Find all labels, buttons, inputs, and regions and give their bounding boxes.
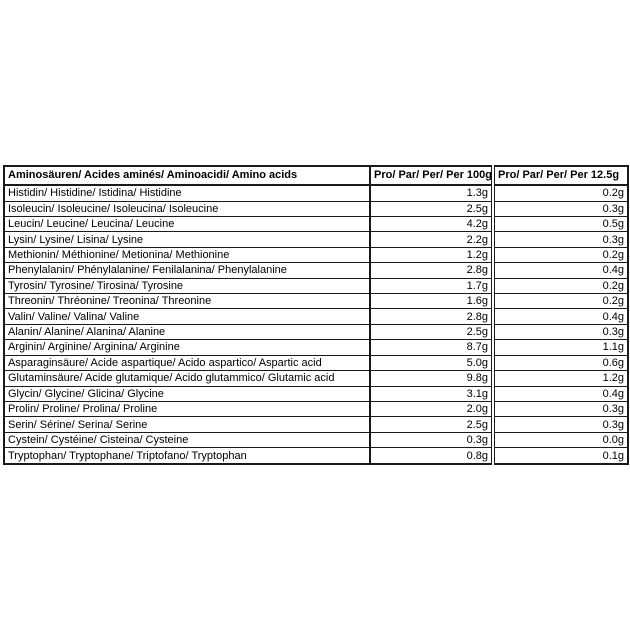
per-100g-value-cell: 2.5g [370,417,493,432]
per-12-5g-value-cell: 0.1g [493,448,628,464]
table-row [4,324,628,339]
per-12-5g-value-cell: 0.4g [493,386,628,401]
per-100g-value-cell: 2.5g [370,324,493,339]
table-row [4,402,628,417]
amino-acid-name-cell: Serin/ Sérine/ Serina/ Serine [4,417,370,432]
amino-acid-name-cell: Leucin/ Leucine/ Leucina/ Leucine [4,216,370,231]
column-header-per-12-5g: Pro/ Par/ Per/ Per 12.5g [493,166,628,185]
amino-acid-name-cell: Tryptophan/ Tryptophane/ Triptofano/ Tryptophan [4,448,370,464]
amino-acid-name-cell: Glutaminsäure/ Acide glutamique/ Acido glutammico/ Glutamic acid [4,371,370,386]
per-12-5g-value-cell: 0.0g [493,432,628,447]
amino-acid-name-cell: Prolin/ Proline/ Prolina/ Proline [4,402,370,417]
per-12-5g-value-cell: 0.4g [493,263,628,278]
amino-acid-name-cell: Glycin/ Glycine/ Glicina/ Glycine [4,386,370,401]
per-100g-value-cell: 1.2g [370,247,493,262]
per-12-5g-value-cell: 0.2g [493,247,628,262]
per-100g-value-cell: 2.2g [370,232,493,247]
header-row [4,166,628,185]
table-row [4,185,628,201]
amino-acid-name-cell: Phenylalanin/ Phénylalanine/ Fenilalanina/ Phenylalanine [4,263,370,278]
table-row [4,386,628,401]
table-body [4,185,628,464]
per-12-5g-value-cell: 1.1g [493,340,628,355]
per-100g-value-cell: 2.8g [370,263,493,278]
per-12-5g-value-cell: 0.4g [493,309,628,324]
column-header-amino-acids: Aminosäuren/ Acides aminés/ Aminoacidi/ Amino acids [4,166,370,185]
table-row [4,309,628,324]
per-100g-value-cell: 2.5g [370,201,493,216]
per-100g-value-cell: 8.7g [370,340,493,355]
per-12-5g-value-cell: 0.6g [493,355,628,370]
per-100g-value-cell: 4.2g [370,216,493,231]
per-12-5g-value-cell: 0.3g [493,402,628,417]
per-12-5g-value-cell: 0.3g [493,324,628,339]
per-100g-value-cell: 0.3g [370,432,493,447]
table-row [4,278,628,293]
per-100g-value-cell: 3.1g [370,386,493,401]
per-100g-value-cell: 2.8g [370,309,493,324]
per-100g-value-cell: 5.0g [370,355,493,370]
table-header [4,166,628,185]
table-row [4,432,628,447]
table-row [4,263,628,278]
per-100g-value-cell: 1.7g [370,278,493,293]
per-12-5g-value-cell: 0.5g [493,216,628,231]
per-100g-value-cell: 9.8g [370,371,493,386]
amino-acids-table [3,165,629,465]
amino-acid-name-cell: Asparaginsäure/ Acide aspartique/ Acido aspartico/ Aspartic acid [4,355,370,370]
table-row [4,340,628,355]
per-12-5g-value-cell: 0.2g [493,185,628,201]
per-12-5g-value-cell: 0.3g [493,201,628,216]
per-100g-value-cell: 1.3g [370,185,493,201]
table-row [4,448,628,464]
amino-acid-name-cell: Histidin/ Histidine/ Istidina/ Histidine [4,185,370,201]
table-row [4,355,628,370]
per-12-5g-value-cell: 1.2g [493,371,628,386]
per-12-5g-value-cell: 0.3g [493,417,628,432]
amino-acid-name-cell: Arginin/ Arginine/ Arginina/ Arginine [4,340,370,355]
per-100g-value-cell: 0.8g [370,448,493,464]
per-12-5g-value-cell: 0.3g [493,232,628,247]
amino-acid-name-cell: Valin/ Valine/ Valina/ Valine [4,309,370,324]
per-12-5g-value-cell: 0.2g [493,294,628,309]
amino-acid-name-cell: Tyrosin/ Tyrosine/ Tirosina/ Tyrosine [4,278,370,293]
amino-acid-name-cell: Methionin/ Méthionine/ Metionina/ Methionine [4,247,370,262]
per-12-5g-value-cell: 0.2g [493,278,628,293]
amino-acid-name-cell: Alanin/ Alanine/ Alanina/ Alanine [4,324,370,339]
table-row [4,232,628,247]
amino-acid-name-cell: Isoleucin/ Isoleucine/ Isoleucina/ Isoleucine [4,201,370,216]
table-row [4,371,628,386]
column-header-per-100g: Pro/ Par/ Per/ Per 100g [370,166,493,185]
amino-acid-name-cell: Lysin/ Lysine/ Lisina/ Lysine [4,232,370,247]
table-row [4,294,628,309]
per-100g-value-cell: 2.0g [370,402,493,417]
amino-acid-name-cell: Cystein/ Cystéine/ Cisteina/ Cysteine [4,432,370,447]
table-row [4,247,628,262]
table-row [4,201,628,216]
table-row [4,216,628,231]
table-row [4,417,628,432]
per-100g-value-cell: 1.6g [370,294,493,309]
amino-acid-name-cell: Threonin/ Thréonine/ Treonina/ Threonine [4,294,370,309]
